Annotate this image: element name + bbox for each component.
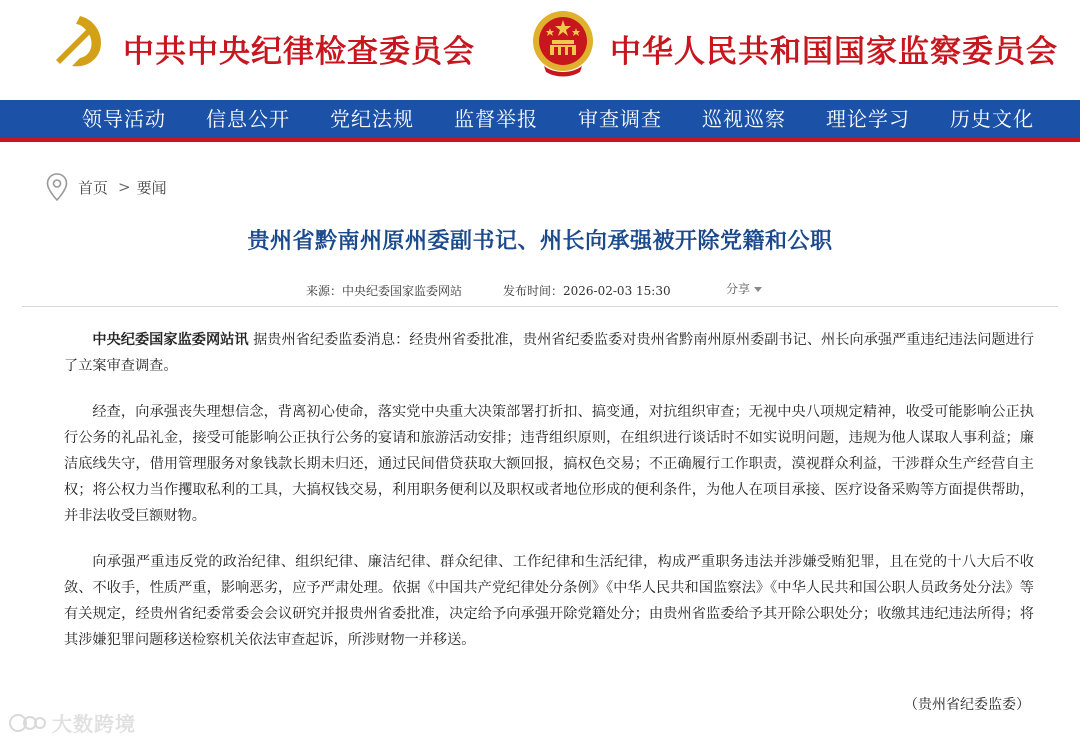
nav-item[interactable]: 党纪法规 (330, 107, 414, 131)
article-source (306, 282, 462, 299)
paragraph-1-text: 据贵州省纪委监委消息：经贵州省委批准，贵州省纪委监委对贵州省黔南州原州委副书记、州长向承强严重违纪违法问题进行了立案审查调查。 (64, 332, 1034, 374)
lead-source: 中央纪委国家监委网站讯 (92, 332, 249, 348)
party-emblem-icon[interactable] (46, 10, 108, 72)
article-meta (0, 280, 1080, 300)
breadcrumb-home[interactable]: 首页 (78, 178, 109, 197)
watermark-text: 大数跨境 (52, 712, 136, 736)
breadcrumb-current[interactable]: 要闻 (136, 178, 167, 197)
article-body (64, 327, 1034, 673)
nav-item[interactable]: 理论学习 (826, 107, 910, 131)
watermark (8, 708, 136, 737)
nav-item[interactable]: 监督举报 (454, 107, 538, 131)
main-nav (0, 100, 1080, 142)
paragraph-2: 经查，向承强丧失理想信念，背离初心使命，落实党中央重大决策部署打折扣、搞变通，对抗组织审查；无视中央八项规定精神，收受可能影响公正执行公务的礼品礼金，接受可能影响公正执行公务的宴请和旅游活动安排；违背组织原则，在组织进行谈话时不如实说明问题，违规为他人谋取人事利益；廉洁底线失守，借用管理服务对象钱款长期未归还，通过民间借贷获取大额回报，搞权色交易；不正确履行工作职责，漠视群众利益，干涉群众生产经营自主权；将公权力当作攫取私利的工具，大搞权钱交易，利用职务便利以及职权或者地位形成的便利条件，为他人在项目承接、医疗设备采购等方面提供帮助，并非法收受巨额财物。 (64, 404, 1034, 524)
article-title: 贵州省黔南州原州委副书记、州长向承强被开除党籍和公职 (247, 228, 833, 254)
nsc-title[interactable]: 中华人民共和国国家监察委员会 (610, 34, 1058, 70)
breadcrumb-separator: > (118, 178, 131, 196)
nav-item[interactable]: 信息公开 (206, 107, 290, 131)
source-value: 中央纪委国家监委网站 (342, 284, 463, 298)
location-pin-icon (46, 173, 68, 201)
nav-item[interactable]: 领导活动 (82, 107, 166, 131)
paragraph-1 (64, 327, 1034, 379)
breadcrumb (46, 172, 167, 202)
nav-item[interactable]: 巡视巡察 (702, 107, 786, 131)
source-label: 来源： (306, 284, 343, 298)
share-label: 分享 (726, 282, 751, 296)
nav-item[interactable]: 审查调查 (578, 107, 662, 131)
article-date (503, 282, 671, 299)
share-button[interactable] (726, 280, 762, 297)
date-label: 发布时间： (503, 284, 564, 298)
article-signature: （贵州省纪委监委） (904, 697, 1030, 713)
date-value: 2026-02-03 15:30 (563, 284, 671, 298)
watermark-logo-icon (8, 711, 48, 735)
nav-list (62, 100, 1054, 138)
national-emblem-icon[interactable] (530, 8, 596, 78)
chevron-down-icon (754, 287, 762, 292)
site-header (0, 0, 1080, 100)
nav-item[interactable]: 历史文化 (950, 107, 1034, 131)
cpc-ccdi-title[interactable]: 中共中央纪律检查委员会 (123, 34, 475, 70)
meta-divider (22, 306, 1058, 307)
paragraph-3: 向承强严重违反党的政治纪律、组织纪律、廉洁纪律、群众纪律、工作纪律和生活纪律，构成严重职务违法并涉嫌受贿犯罪，且在党的十八大后不收敛、不收手，性质严重，影响恶劣，应予严肃处理。依据《中国共产党纪律处分条例》《中华人民共和国监察法》《中华人民共和国公职人员政务处分法》等有关规定，经贵州省纪委常委会会议研究并报贵州省委批准，决定给予向承强开除党籍处分；由贵州省监委给予其开除公职处分；收缴其违纪违法所得；将其涉嫌犯罪问题移送检察机关依法审查起诉，所涉财物一并移送。 (64, 554, 1034, 648)
